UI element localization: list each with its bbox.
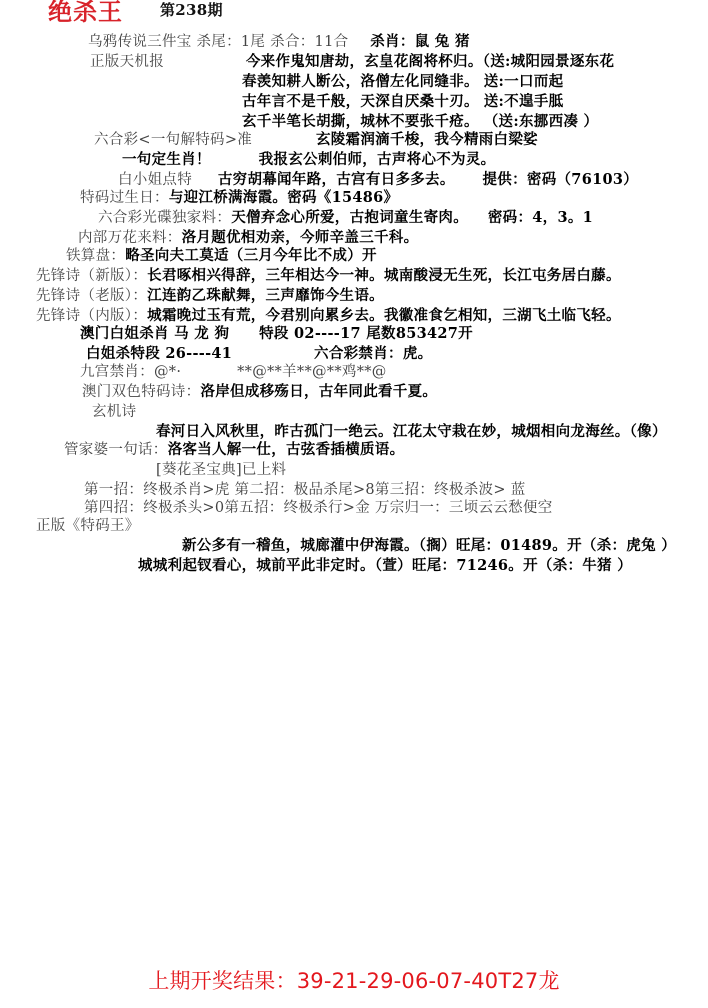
text-line-crow xyxy=(88,32,470,52)
line-text: 第四招：终极杀头>0第五招：终极杀行>金 万宗归一：三顷云云愁便空 xyxy=(84,500,553,516)
line-value: 洛岸但成移殇日，古年同此看千夏。 xyxy=(200,383,438,400)
line-label: 先锋诗（内版）： xyxy=(36,308,148,324)
line-label: [葵花圣宝典]已上料 xyxy=(156,462,287,478)
line-label: 内部万花来料： xyxy=(78,230,182,246)
line-label: 白姐杀特段 26----41 xyxy=(86,345,233,362)
text-line-xianfeng-new xyxy=(36,266,621,286)
text-line-cd xyxy=(98,208,593,228)
text-line-zhao-2 xyxy=(84,498,553,518)
line-value: 江连韵乙珠献舞，三声靡饰今生语。 xyxy=(147,287,384,304)
text-line-shuangse xyxy=(82,382,437,402)
text-line-tianji xyxy=(90,52,614,72)
line-value: 天僧弃念心所爱，古抱词童生寄肉。 xyxy=(231,209,469,226)
text-line-xianfeng-old xyxy=(36,286,384,306)
line-label: 一句定生肖！ xyxy=(122,151,211,168)
line-value: 玄陵霜润滴千梭，我今精雨白梁娑 xyxy=(315,131,538,148)
line-label: 白小姐点特 xyxy=(118,172,192,188)
text-line-temawang xyxy=(36,516,140,536)
line-label: 正版《特码王》 xyxy=(36,518,140,534)
line-value: 杀肖：鼠 兔 猪 xyxy=(370,33,470,50)
text-line-baixiaojie xyxy=(118,170,638,190)
line-value: 城霜晚过玉有荒，今君别向累乡去。我徽准食乞相知，三湖飞土临飞轻。 xyxy=(147,307,621,324)
text-line-wanhua xyxy=(78,228,418,248)
line-label: 六合彩<一句解特码>准 xyxy=(94,132,253,148)
text-line-xuanji-poem xyxy=(156,422,667,442)
line-text: 新公多有一稽鱼，城廊灌中伊海霞。（搁）旺尾：01489。开（杀：虎兔 ） xyxy=(182,537,677,554)
issue-number: 第238期 xyxy=(160,1,223,19)
line-text: 第一招：终极杀肖>虎 第二招：极品杀尾>8第三招：终极杀波> 蓝 xyxy=(84,482,526,498)
line-label: 玄机诗 xyxy=(92,404,137,420)
text-line-jiugong xyxy=(80,362,387,382)
text-line-temawang-2 xyxy=(138,556,632,576)
text-line-birthday xyxy=(80,188,398,208)
line-label: 乌鸦传说三件宝 杀尾：1尾 杀合：11合 xyxy=(88,34,349,50)
text-line-poem-2 xyxy=(242,72,563,92)
line-send: （送:东挪西凑 ） xyxy=(483,113,599,130)
line-label: 先锋诗（新版）： xyxy=(36,268,148,284)
text-line-xianfeng-inner xyxy=(36,306,621,326)
text-line-aomen-baijie xyxy=(80,324,473,344)
line-text: 春河日入风秋里，昨古孤门一绝云。江花太守栽在妙，城烟相向龙海丝。（像） xyxy=(156,423,667,440)
line-value: 略圣向夫工莫适（三月今年比不成）开 xyxy=(125,247,377,264)
line-label: 铁算盘： xyxy=(66,248,126,264)
line-text: 城城利起钗看心，城前平此非定时。（萱）旺尾：71246。开（杀：牛猪 ） xyxy=(138,557,633,574)
text-line-temawang-1 xyxy=(182,536,676,556)
last-draw-result: 上期开奖结果：39-21-29-06-07-40T27龙 xyxy=(148,969,560,993)
line-label: 特码过生日： xyxy=(80,190,169,206)
line-label: 九宫禁肖：@*· xyxy=(80,364,182,380)
line-value: 洛月题优相劝亲，今师辛盖三千科。 xyxy=(181,229,419,246)
line-value: 与迎江桥满海霞。密码《15486》 xyxy=(168,189,399,206)
line-value: 我报玄公刺伯师，古声将心不为灵。 xyxy=(258,151,496,168)
line-value: 特段 02----17 尾数853427开 xyxy=(259,325,473,342)
text-line-shengxiao xyxy=(122,150,495,170)
line-value: 六合彩禁肖：虎。 xyxy=(314,345,433,362)
text-line-poem-3 xyxy=(242,92,563,112)
line-label: 澳门白姐杀肖 马 龙 狗 xyxy=(80,325,230,342)
line-value: 长君啄相兴得辞，三年相达今一神。城南酸浸无生死，长江屯务居白藤。 xyxy=(147,267,621,284)
line-text: 古年言不是千般，天深自厌桑十刃。 xyxy=(242,93,479,110)
line-label: 澳门双色特码诗： xyxy=(82,384,201,400)
text-line-liuhecai xyxy=(94,130,538,150)
text-line-tiesuanpan xyxy=(66,246,377,266)
page-title: 绝杀王 xyxy=(48,0,123,26)
text-line-zhao-1 xyxy=(84,480,526,500)
line-password: 提供：密码（76103） xyxy=(482,171,639,188)
line-password: 密码：4，3。1 xyxy=(487,209,594,226)
line-label: 先锋诗（老版）： xyxy=(36,288,148,304)
line-label: 六合彩光碟独家料： xyxy=(98,210,232,226)
line-value: 古穷胡幕闻年路，古宫有日多多去。 xyxy=(217,171,455,188)
text-line-baijie-duan xyxy=(86,344,432,364)
line-send: 送:一口而起 xyxy=(483,73,564,90)
line-label: 正版天机报 xyxy=(90,54,164,70)
text-line-kuihua xyxy=(156,460,286,480)
line-value: 洛客当人解一仕，古弦香插横质语。 xyxy=(167,441,405,458)
text-line-poem-4 xyxy=(242,112,598,132)
text-line-guanjiapo xyxy=(64,440,404,460)
line-send: 送:不遑手胝 xyxy=(483,93,564,110)
line-value: **@**羊**@**鸡**@ xyxy=(237,364,387,380)
text-line-xuanji-title xyxy=(92,402,136,422)
line-text: 玄千半笔长胡撕，城林不要张千疮。 xyxy=(242,113,479,130)
line-value: 今来作鬼知唐劫，玄皇花阁将杯归。（送:城阳园景逐东花 xyxy=(245,53,615,70)
line-label: 管家婆一句话： xyxy=(64,442,168,458)
line-text: 春羡知耕人断公，洛僧左化同缝非。 xyxy=(242,73,479,90)
